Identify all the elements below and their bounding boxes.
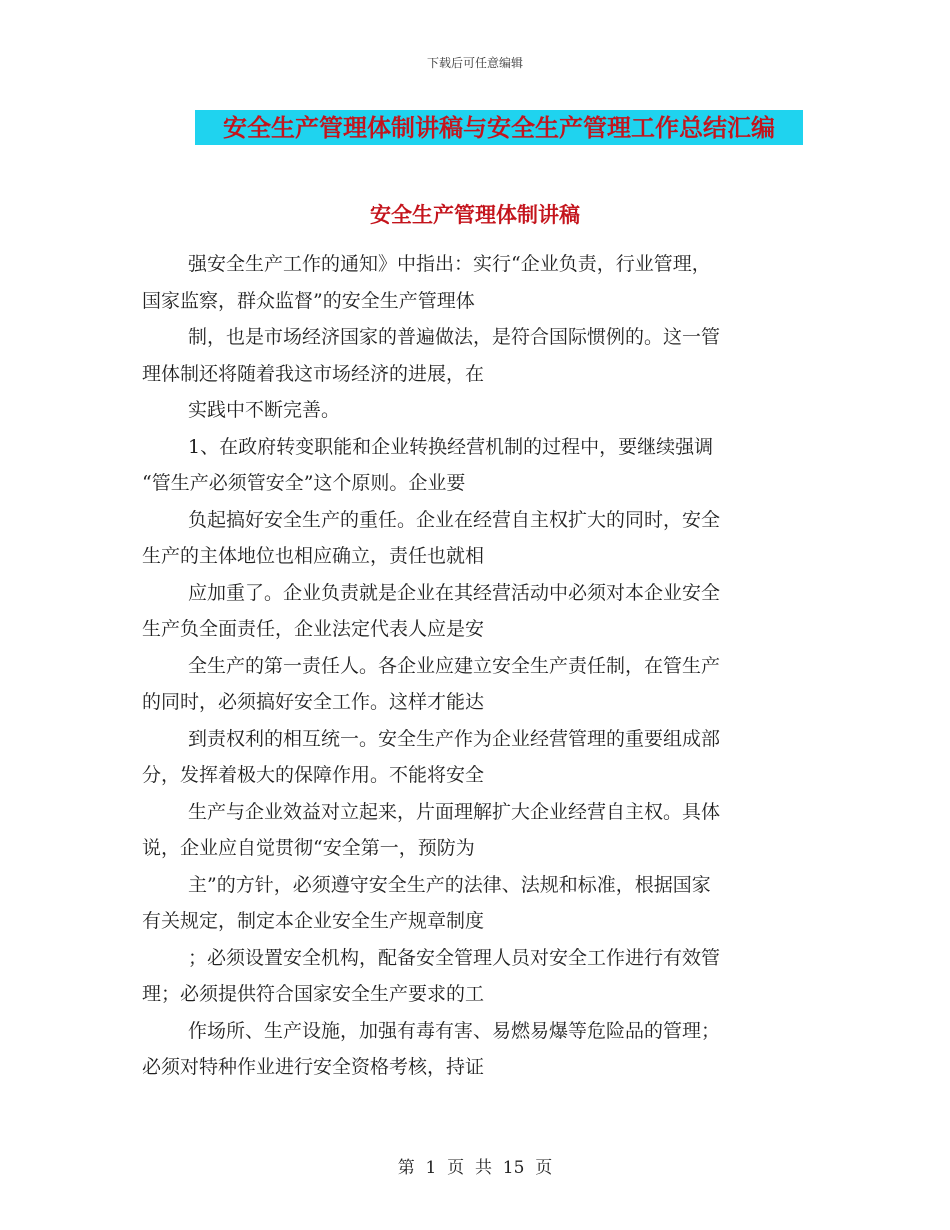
body-line-17: 说，企业应自觉贯彻“安全第一，预防为 (142, 837, 475, 859)
body-line-11: 生产负全面责任，企业法定代表人应是安 (142, 618, 485, 640)
body-line-5: 实践中不断完善。 (188, 399, 341, 421)
body-line-1: 强安全生产工作的通知》中指出：实行“企业负责，行业管理， (188, 253, 711, 275)
body-line-7: “管生产必须管安全”这个原则。企业要 (142, 472, 466, 494)
body-line-22: 作场所、生产设施，加强有毒有害、易燃易爆等危险品的管理； (188, 1019, 721, 1042)
document-body (142, 246, 802, 1086)
body-line-15: 分，发挥着极大的保障作用。不能将安全 (142, 764, 485, 786)
body-line-2: 国家监察，群众监督”的安全生产管理体 (142, 289, 475, 312)
body-line-23: 必须对特种作业进行安全资格考核，持证 (142, 1056, 485, 1078)
body-line-18: 主”的方针，必须遵守安全生产的法律、法规和标准，根据国家 (188, 873, 711, 896)
document-title-highlight (195, 110, 803, 145)
body-line-10: 应加重了。企业负责就是企业在其经营活动中必须对本企业安全 (188, 581, 721, 604)
section-title: 安全生产管理体制讲稿 (370, 203, 580, 227)
document-title: 安全生产管理体制讲稿与安全生产管理工作总结汇编 (223, 113, 775, 142)
body-line-21: 理；必须提供符合国家安全生产要求的工 (142, 983, 485, 1005)
body-line-13: 的同时，必须搞好安全工作。这样才能达 (142, 691, 485, 713)
page-number: 第 1 页 共 15 页 (397, 1158, 553, 1178)
body-line-6: 1、在政府转变职能和企业转换经营机制的过程中，要继续强调 (188, 435, 714, 458)
header-note: 下载后可任意编辑 (426, 56, 523, 70)
body-line-20: ；必须设置安全机构，配备安全管理人员对安全工作进行有效管 (188, 946, 721, 969)
body-line-14: 到责权利的相互统一。安全生产作为企业经营管理的重要组成部 (188, 727, 721, 750)
body-line-9: 生产的主体地位也相应确立，责任也就相 (142, 545, 485, 567)
body-line-8: 负起搞好安全生产的重任。企业在经营自主权扩大的同时，安全 (188, 508, 721, 531)
body-line-12: 全生产的第一责任人。各企业应建立安全生产责任制，在管生产 (188, 654, 721, 677)
body-line-16: 生产与企业效益对立起来，片面理解扩大企业经营自主权。具体 (188, 800, 721, 823)
body-line-3: 制，也是市场经济国家的普遍做法，是符合国际惯例的。这一管 (188, 326, 721, 348)
body-line-4: 理体制还将随着我这市场经济的进展，在 (142, 362, 485, 385)
body-line-19: 有关规定，制定本企业安全生产规章制度 (142, 910, 485, 932)
